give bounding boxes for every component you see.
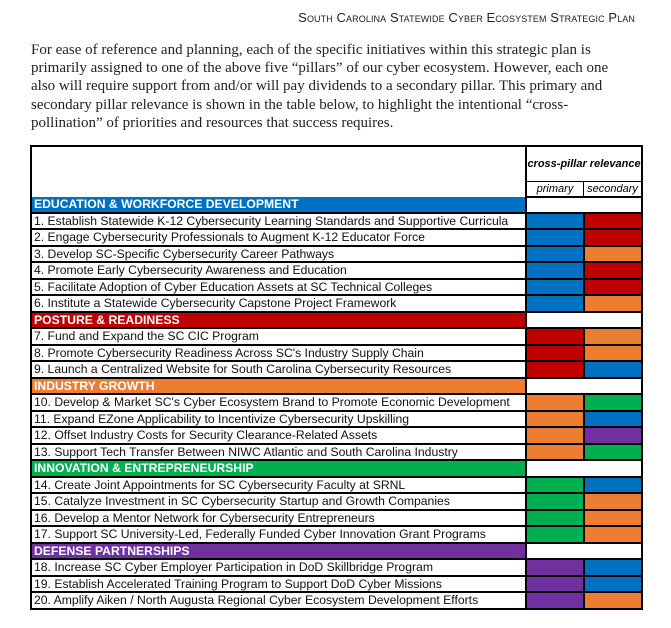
section-title: EDUCATION & WORKFORCE DEVELOPMENT [31, 197, 526, 213]
secondary-pillar-swatch [584, 559, 643, 576]
primary-column-header: primary [526, 182, 584, 198]
section-title: POSTURE & READINESS [31, 312, 526, 329]
initiative-row [31, 444, 642, 461]
section-header-row [31, 378, 642, 395]
primary-pillar-swatch [526, 411, 584, 428]
section-blank-cell [526, 378, 642, 395]
primary-pillar-swatch [526, 477, 584, 494]
secondary-column-header: secondary [584, 182, 643, 198]
section-header-row [31, 312, 642, 329]
initiative-label: 17. Support SC University-Led, Federally Funded Cyber Innovation Grant Programs [31, 526, 526, 543]
initiative-label: 20. Amplify Aiken / North Augusta Regional Cyber Ecosystem Development Efforts [31, 592, 526, 609]
secondary-pillar-swatch [584, 510, 643, 527]
secondary-pillar-swatch [584, 576, 643, 593]
initiative-label: 6. Institute a Statewide Cybersecurity Capstone Project Framework [31, 295, 526, 312]
initiative-label: 14. Create Joint Appointments for SC Cybersecurity Faculty at SRNL [31, 477, 526, 494]
section-header-row [31, 197, 642, 213]
initiative-label: 4. Promote Early Cybersecurity Awareness and Education [31, 262, 526, 279]
initiative-label: 9. Launch a Centralized Website for South Carolina Cybersecurity Resources [31, 361, 526, 378]
primary-pillar-swatch [526, 262, 584, 279]
secondary-pillar-swatch [584, 229, 643, 246]
initiative-row [31, 328, 642, 345]
initiative-label: 12. Offset Industry Costs for Security Clearance-Related Assets [31, 427, 526, 444]
initiative-row [31, 510, 642, 527]
pillar-relevance-table [30, 145, 643, 610]
primary-pillar-swatch [526, 592, 584, 609]
section-header-row [31, 543, 642, 560]
primary-pillar-swatch [526, 510, 584, 527]
secondary-pillar-swatch [584, 444, 643, 461]
initiative-label: 1. Establish Statewide K-12 Cybersecurity Learning Standards and Supportive Curricula [31, 213, 526, 230]
secondary-pillar-swatch [584, 361, 643, 378]
secondary-pillar-swatch [584, 262, 643, 279]
table-header-row [31, 146, 642, 182]
initiative-row [31, 345, 642, 362]
initiative-row [31, 411, 642, 428]
section-title: INDUSTRY GROWTH [31, 378, 526, 395]
initiative-row [31, 229, 642, 246]
primary-pillar-swatch [526, 361, 584, 378]
secondary-pillar-swatch [584, 592, 643, 609]
initiative-row [31, 279, 642, 296]
primary-pillar-swatch [526, 246, 584, 263]
secondary-pillar-swatch [584, 328, 643, 345]
primary-pillar-swatch [526, 444, 584, 461]
initiative-row [31, 295, 642, 312]
section-title: DEFENSE PARTNERSHIPS [31, 543, 526, 560]
initiative-row [31, 576, 642, 593]
initiative-label: 10. Develop & Market SC's Cyber Ecosystem Brand to Promote Economic Development [31, 394, 526, 411]
initiative-label: 8. Promote Cybersecurity Readiness Across SC's Industry Supply Chain [31, 345, 526, 362]
secondary-pillar-swatch [584, 295, 643, 312]
section-header-row [31, 460, 642, 477]
primary-pillar-swatch [526, 295, 584, 312]
primary-pillar-swatch [526, 229, 584, 246]
secondary-pillar-swatch [584, 246, 643, 263]
initiative-row [31, 592, 642, 609]
secondary-pillar-swatch [584, 345, 643, 362]
section-blank-cell [526, 312, 642, 329]
initiative-row [31, 526, 642, 543]
primary-pillar-swatch [526, 427, 584, 444]
initiative-label: 16. Develop a Mentor Network for Cybersecurity Entrepreneurs [31, 510, 526, 527]
initiative-label: 15. Catalyze Investment in SC Cybersecurity Startup and Growth Companies [31, 493, 526, 510]
initiative-row [31, 477, 642, 494]
primary-pillar-swatch [526, 213, 584, 230]
secondary-pillar-swatch [584, 526, 643, 543]
primary-pillar-swatch [526, 345, 584, 362]
running-head: South Carolina Statewide Cyber Ecosystem Strategic Plan [298, 10, 635, 25]
initiative-row [31, 361, 642, 378]
initiative-row [31, 559, 642, 576]
initiative-label: 11. Expand EZone Applicability to Incentivize Cybersecurity Upskilling [31, 411, 526, 428]
section-title: INNOVATION & ENTREPRENEURSHIP [31, 460, 526, 477]
section-blank-cell [526, 197, 642, 213]
primary-pillar-swatch [526, 279, 584, 296]
primary-pillar-swatch [526, 394, 584, 411]
header-blank-cell [31, 146, 526, 197]
initiative-label: 7. Fund and Expand the SC CIC Program [31, 328, 526, 345]
initiative-row [31, 427, 642, 444]
secondary-pillar-swatch [584, 394, 643, 411]
initiative-label: 5. Facilitate Adoption of Cyber Education Assets at SC Technical Colleges [31, 279, 526, 296]
secondary-pillar-swatch [584, 427, 643, 444]
primary-pillar-swatch [526, 493, 584, 510]
secondary-pillar-swatch [584, 411, 643, 428]
initiative-row [31, 262, 642, 279]
intro-paragraph: For ease of reference and planning, each of the specific initiatives within this strategic plan is primarily assigned to one of the above five “pillars” of our cyber ecosystem. However, each one also will require support from and/or will pay dividends to a secondary pillar. This primary and secondary pillar relevance is shown in the table below, to highlight the intentional “cross-pollination” of priorities and resources that success requires. [31, 42, 609, 131]
cross-pillar-relevance-header: cross-pillar relevance [526, 146, 642, 182]
initiative-label: 19. Establish Accelerated Training Program to Support DoD Cyber Missions [31, 576, 526, 593]
primary-pillar-swatch [526, 559, 584, 576]
secondary-pillar-swatch [584, 279, 643, 296]
section-blank-cell [526, 543, 642, 560]
secondary-pillar-swatch [584, 493, 643, 510]
initiative-label: 3. Develop SC-Specific Cybersecurity Career Pathways [31, 246, 526, 263]
initiative-row [31, 493, 642, 510]
initiative-row [31, 394, 642, 411]
initiative-label: 18. Increase SC Cyber Employer Participation in DoD Skillbridge Program [31, 559, 526, 576]
primary-pillar-swatch [526, 526, 584, 543]
initiative-row [31, 246, 642, 263]
section-blank-cell [526, 460, 642, 477]
secondary-pillar-swatch [584, 213, 643, 230]
primary-pillar-swatch [526, 328, 584, 345]
initiative-label: 2. Engage Cybersecurity Professionals to Augment K-12 Educator Force [31, 229, 526, 246]
primary-pillar-swatch [526, 576, 584, 593]
secondary-pillar-swatch [584, 477, 643, 494]
initiative-label: 13. Support Tech Transfer Between NIWC Atlantic and South Carolina Industry [31, 444, 526, 461]
initiative-row [31, 213, 642, 230]
